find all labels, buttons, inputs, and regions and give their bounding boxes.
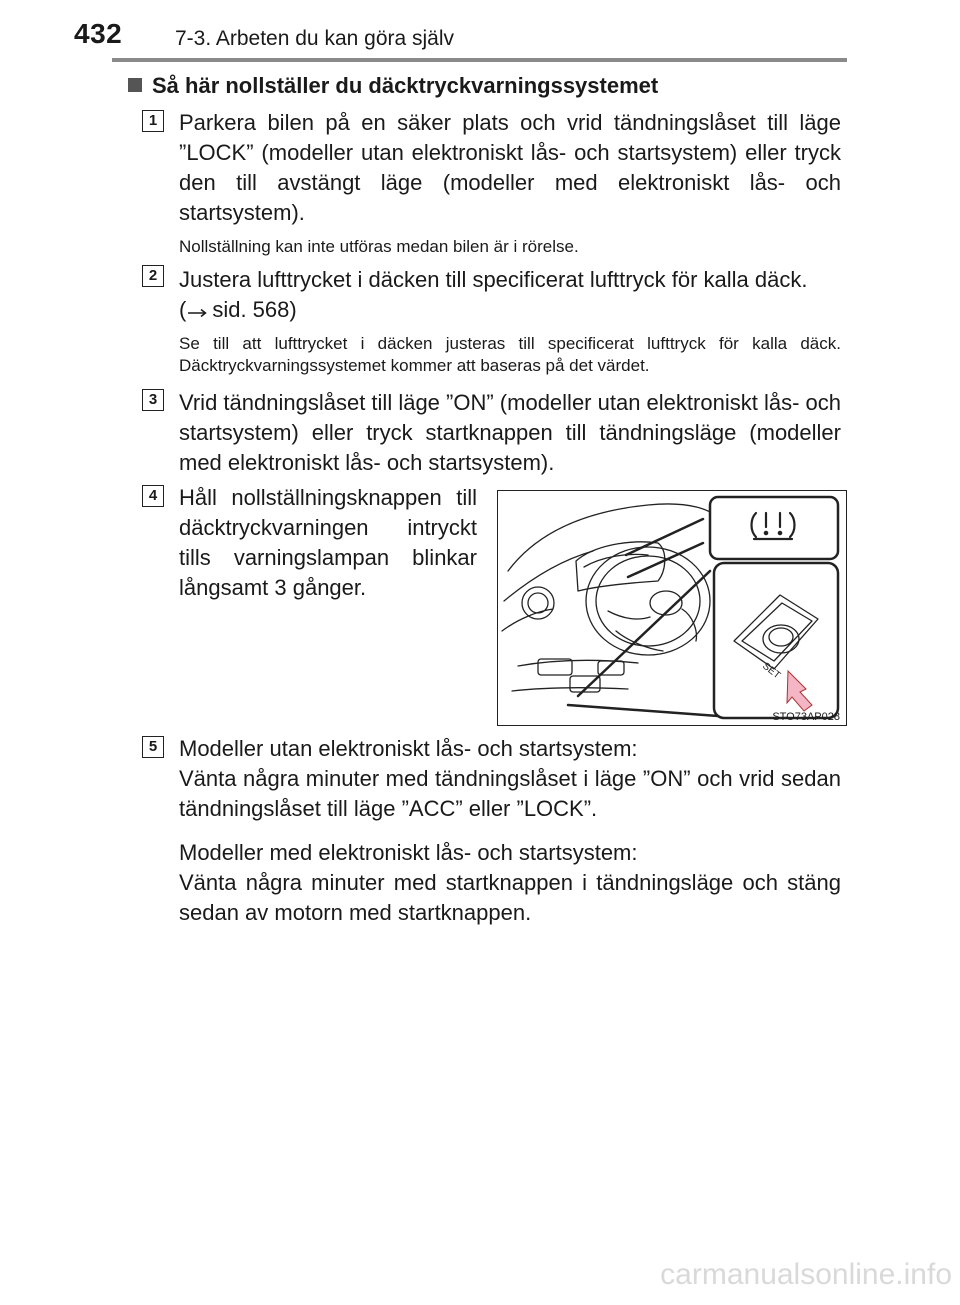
- step-5-text: [179, 734, 841, 928]
- step-number-3: 3: [142, 389, 164, 411]
- step-5-para1-line1: Modeller utan elektroniskt lås- och startsystem:: [179, 736, 638, 761]
- step-2-reference: ( sid. 568): [179, 295, 841, 326]
- page-number: 432: [74, 18, 123, 49]
- step-1-note: Nollställning kan inte utföras medan bilen är i rörelse.: [179, 237, 579, 256]
- dashboard-illustration: [497, 490, 847, 726]
- section-heading-text: Så här nollställer du däcktryckvarningssystemet: [152, 73, 659, 98]
- step-number-1: 1: [142, 110, 164, 132]
- step-1-text: Parkera bilen på en säker plats och vrid tändningslåset till läge ”LOCK” (modeller utan elektroniskt lås- och startsystem) eller tryck den till avstängt läge (modeller med elektroniskt lås- och startsystem).: [179, 110, 841, 225]
- step-5-para2-line1: Modeller med elektroniskt lås- och startsystem:: [179, 840, 638, 865]
- step-number-4: 4: [142, 485, 164, 507]
- header-rule: [112, 58, 847, 62]
- right-arrow-icon: [186, 296, 212, 326]
- step-4-text: Håll nollställningsknappen till däcktryckvarningen intryckt tills varningslampan blinkar långsamt 3 gånger.: [179, 485, 477, 600]
- step-5-para2-line2: Vänta några minuter med startknappen i tändningsläge och stäng sedan av motorn med startknappen.: [179, 870, 841, 925]
- set-button-label: SET: [760, 660, 783, 682]
- step-number-2: 2: [142, 265, 164, 287]
- figure-code: STO73AP028: [772, 711, 840, 723]
- step-number-5: 5: [142, 736, 164, 758]
- section-heading: [128, 73, 658, 99]
- page-header: [0, 0, 960, 62]
- step-2-text-block: [179, 265, 841, 326]
- step-2-note: Se till att lufttrycket i däcken justeras till specificerat lufttryck för kalla däck. Däcktryckvarningssystemet kommer att baseras på det värdet.: [179, 334, 841, 375]
- dashboard-drawing: [498, 491, 845, 724]
- step-3-text: Vrid tändningslåset till läge ”ON” (modeller utan elektroniskt lås- och startsystem) eller tryck startknappen till tändningsläge (modeller med elektroniskt lås- och startsystem).: [179, 390, 841, 475]
- square-bullet-icon: [128, 78, 142, 92]
- step-2-page-ref: sid. 568: [212, 297, 290, 322]
- step-2-text: Justera lufttrycket i däcken till specificerat lufttryck för kalla däck.: [179, 267, 808, 292]
- step-5-para1-line2: Vänta några minuter med tändningslåset i läge ”ON” och vrid sedan tändningslåset till läge ”ACC” eller ”LOCK”.: [179, 766, 841, 821]
- chapter-title: 7-3. Arbeten du kan göra själv: [175, 27, 455, 50]
- watermark: carmanualsonline.info: [660, 1258, 952, 1291]
